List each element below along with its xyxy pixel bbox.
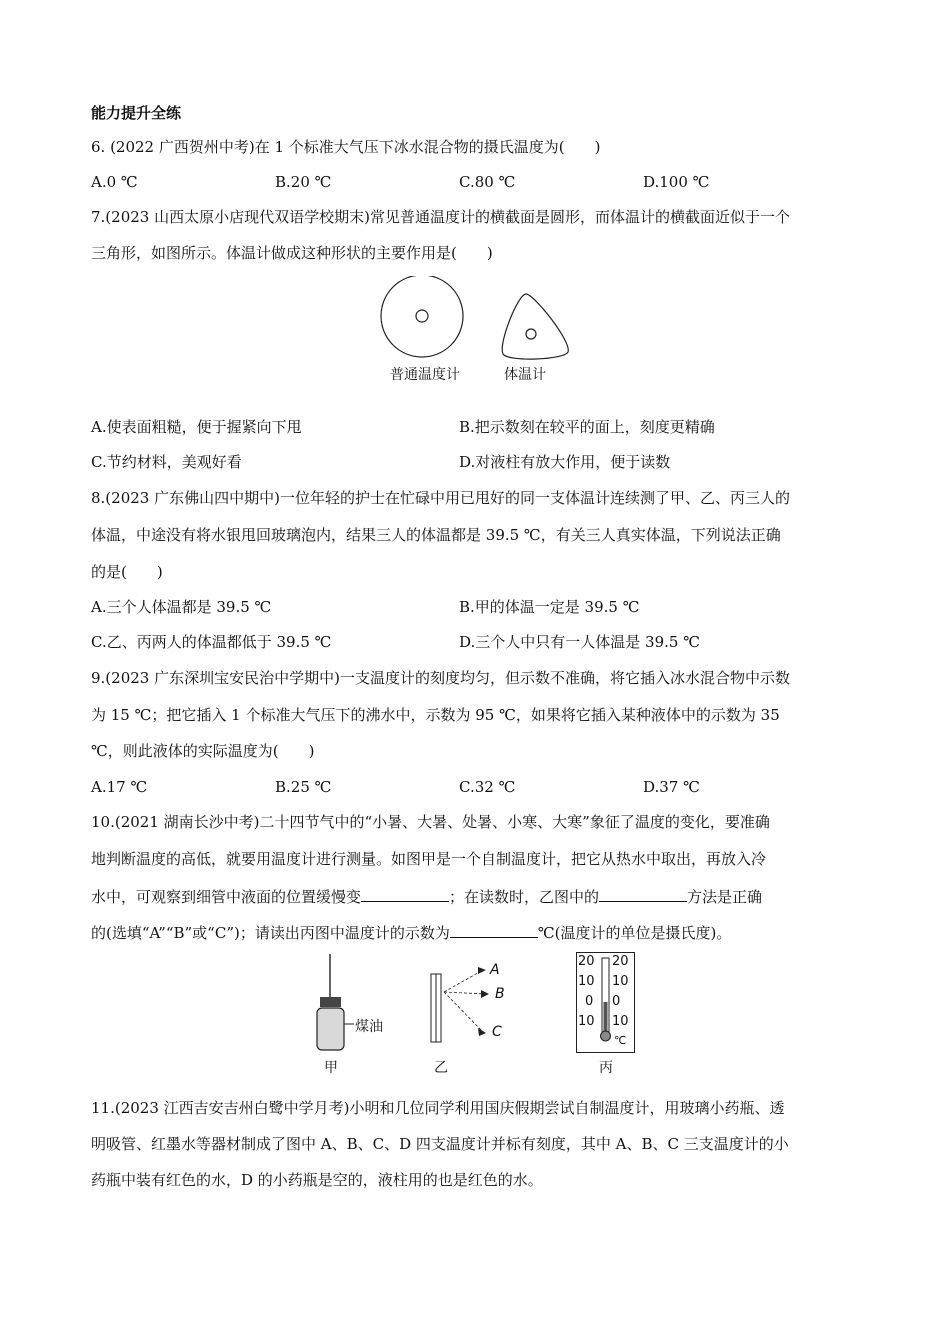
fig-bing-tick-right-3: 0 <box>612 994 621 1009</box>
q7-stem-line2: 三角形，如图所示。体温计做成这种形状的主要作用是( ) <box>91 244 493 262</box>
q9-option-c: C.32 ℃ <box>459 778 516 796</box>
q7-option-b: B.把示数刻在较平的面上，刻度更精确 <box>459 418 715 436</box>
q6-option-b: B.20 ℃ <box>275 173 332 191</box>
clinical-thermometer-bore <box>526 329 536 339</box>
q10-blank-2 <box>599 886 687 902</box>
fig-jia-stopper <box>320 997 341 1007</box>
fig-yi-point-c: C <box>492 1024 502 1040</box>
q7-option-d: D.对液柱有放大作用，便于读数 <box>459 453 671 471</box>
q10-stem-line2: 地判断温度的高低，就要用温度计进行测量。如图甲是一个自制温度计，把它从热水中取出，再放入冷 <box>91 850 767 868</box>
fig-yi-eye-c-icon <box>478 1028 486 1036</box>
fig-yi-line-a <box>444 970 483 992</box>
q6-option-c: C.80 ℃ <box>459 173 516 191</box>
q8-option-a: A.三个人体温都是 39.5 ℃ <box>91 598 272 616</box>
clinical-thermometer-outline <box>502 294 568 359</box>
fig-bing-tick-right-1: 20 <box>612 954 629 969</box>
q9-stem-line3: ℃，则此液体的实际温度为( ) <box>91 742 315 760</box>
q7-option-a: A.使表面粗糙，便于握紧向下甩 <box>91 418 302 436</box>
fig-bing-caption: 丙 <box>599 1060 613 1076</box>
q6-stem: 6. (2022 广西贺州中考)在 1 个标准大气压下冰水混合物的摄氏温度为( ) <box>91 138 601 156</box>
q10-stem-line4 <box>91 922 731 943</box>
q7-option-c: C.节约材料，美观好看 <box>91 453 242 471</box>
q8-option-b: B.甲的体温一定是 39.5 ℃ <box>459 598 640 616</box>
q10-stem-line3 <box>91 886 762 907</box>
q7-stem-line1: 7.(2023 山西太原小店现代双语学校期末)常见普通温度计的横截面是圆形，而体温计的横截面近似于一个 <box>91 208 790 226</box>
fig-bing-unit: ℃ <box>614 1034 627 1047</box>
section-title: 能力提升全练 <box>91 104 182 122</box>
fig-bing-tick-left-2: 10 <box>578 974 595 989</box>
q8-stem-line2: 体温，中途没有将水银甩回玻璃泡内，结果三人的体温都是 39.5 ℃，有关三人真实体温，下列说法正确 <box>91 526 781 544</box>
fig-bing-tick-right-2: 10 <box>612 974 629 989</box>
fig-bing-tick-left-4: 10 <box>578 1014 595 1029</box>
q10-line4-part2: ℃(温度计的单位是摄氏度)。 <box>537 924 732 942</box>
fig-jia-bottle <box>317 1008 344 1050</box>
fig-jia-caption: 甲 <box>324 1060 338 1076</box>
fig-bing-liquid <box>604 1002 608 1032</box>
q8-option-d: D.三个人中只有一人体温是 39.5 ℃ <box>459 633 700 651</box>
fig-yi-line-c <box>444 992 483 1032</box>
ordinary-thermometer-outline <box>381 276 463 357</box>
q9-option-b: B.25 ℃ <box>275 778 332 796</box>
q10-line4-part1: 的(选填“A”“B”或“C”)；请读出丙图中温度计的示数为 <box>91 924 450 942</box>
q8-stem-line1: 8.(2023 广东佛山四中期中)一位年轻的护士在忙碌中用已甩好的同一支体温计连续测了甲、乙、丙三人的 <box>91 489 790 507</box>
q9-option-d: D.37 ℃ <box>643 778 700 796</box>
fig-yi-line-b <box>444 992 486 994</box>
q10-line3-part1: 水中，可观察到细管中液面的位置缓慢变 <box>91 888 362 906</box>
fig-jia-label: 煤油 <box>355 1019 383 1035</box>
fig-yi-point-a: A <box>490 962 500 978</box>
fig-yi-eye-b-icon <box>481 990 489 998</box>
ordinary-thermometer-bore <box>416 310 428 322</box>
q10-stem-line1: 10.(2021 湖南长沙中考)二十四节气中的“小暑、大暑、处暑、小寒、大寒”象征了温度的变化，要准确 <box>91 813 770 831</box>
fig-bing-tick-left-1: 20 <box>578 954 595 969</box>
fig-bing-bulb <box>601 1031 611 1041</box>
q6-option-a: A.0 ℃ <box>91 173 138 191</box>
q10-line3-part3: 方法是正确 <box>687 888 763 906</box>
q9-option-a: A.17 ℃ <box>91 778 148 796</box>
q10-line3-part2: ；在读数时，乙图中的 <box>449 888 600 906</box>
fig-bing-tick-right-4: 10 <box>612 1014 629 1029</box>
q11-stem-line3: 药瓶中装有红色的水，D 的小药瓶是空的，液柱用的也是红色的水。 <box>91 1171 543 1189</box>
q10-blank-3 <box>450 922 538 938</box>
fig-bing-tick-left-3: 0 <box>585 994 594 1009</box>
q9-stem-line2: 为 15 ℃；把它插入 1 个标准大气压下的沸水中，示数为 95 ℃，如果将它插入某种液体中的示数为 35 <box>91 706 780 724</box>
q9-stem-line1: 9.(2023 广东深圳宝安民治中学期中)一支温度计的刻度均匀，但示数不准确，将它插入冰水混合物中示数 <box>91 669 790 687</box>
fig-yi-eye-a-icon <box>478 967 486 974</box>
q7-figure <box>378 276 578 388</box>
fig-yi-caption: 乙 <box>434 1060 448 1076</box>
fig-yi-point-b: B <box>495 986 505 1002</box>
q8-option-c: C.乙、丙两人的体温都低于 39.5 ℃ <box>91 633 332 651</box>
q11-stem-line2: 明吸管、红墨水等器材制成了图中 A、B、C、D 四支温度计并标有刻度，其中 A、B、C 三支温度计的小 <box>91 1135 789 1153</box>
caption-clinical-thermometer: 体温计 <box>504 367 546 383</box>
fig-yi-reading-diagram <box>428 962 513 1057</box>
q10-blank-1 <box>361 886 449 902</box>
caption-ordinary-thermometer: 普通温度计 <box>390 367 460 383</box>
q8-stem-line3: 的是( ) <box>91 563 163 581</box>
fig-jia-homemade-thermometer <box>310 952 405 1052</box>
q11-stem-line1: 11.(2023 江西吉安吉州白鹭中学月考)小明和几位同学利用国庆假期尝试自制温度计，用玻璃小药瓶、透 <box>91 1099 785 1117</box>
q10-figures <box>310 952 640 1080</box>
q6-option-d: D.100 ℃ <box>643 173 710 191</box>
